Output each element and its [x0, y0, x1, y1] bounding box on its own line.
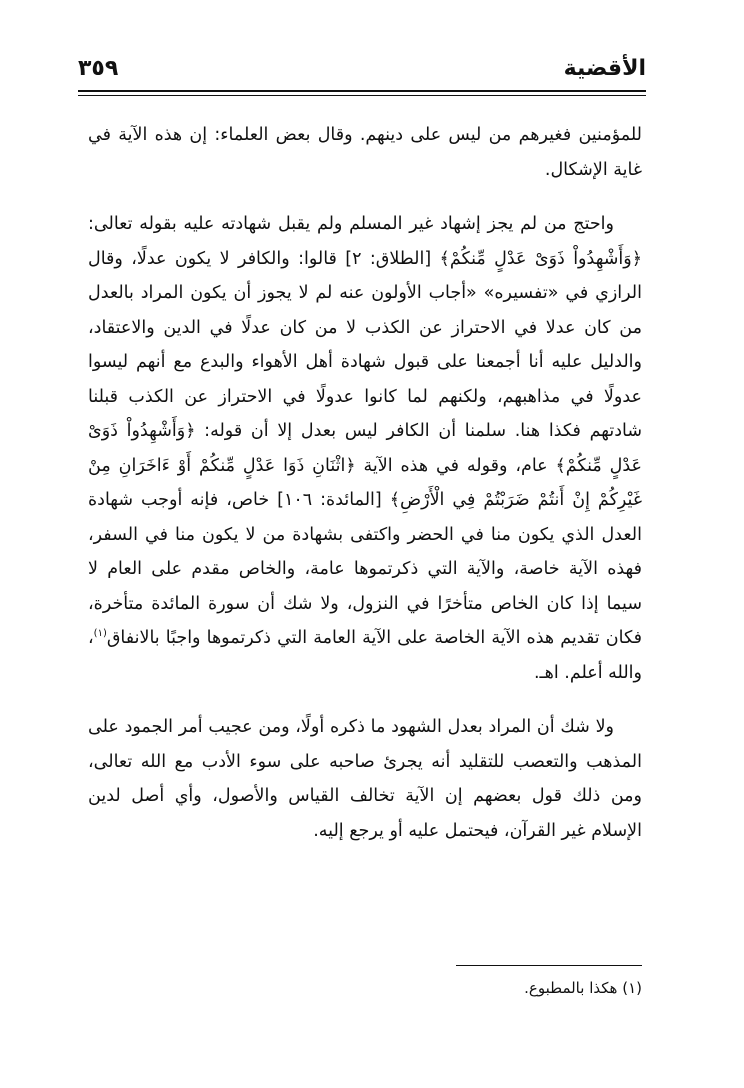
paragraph-gap	[88, 690, 642, 710]
paragraph-3: ولا شك أن المراد بعدل الشهود ما ذكره أولًا، ومن عجيب أمر الجمود على المذهب والتعصب للتقليد أنه يجرئ صاحبه على سوء الأدب مع الله تعالى، ومن ذلك قول بعضهم إن الآية تخالف القياس والأصول، وأي أصل لدين الإسلام غير القرآن، فيحتمل عليه أو يرجع إليه.	[88, 717, 642, 841]
main-text	[88, 118, 642, 848]
paragraph-2-tail: ، والله أعلم. اهـ.	[88, 628, 642, 683]
page-number: ٣٥٩	[78, 56, 119, 81]
footnote-marker: (١)	[93, 628, 107, 640]
paragraph-2-text: واحتج من لم يجز إشهاد غير المسلم ولم يقبل شهادته عليه بقوله تعالى: ﴿وَأَشْهِدُواْ ذَوَىْ عَدْلٍ مِّنكُمْ﴾ [الطلاق: ٢] قالوا: والكافر لا يكون عدلًا، وقال الرازي في «تفسيره» «أجاب الأولون عنه لم لا يجوز أن يكون المراد بالعدل من كان عدلا في الاحتراز عن الكذب لا من كان عدلًا في الدين والاعتقاد، والدليل عليه أنا أجمعنا على قبول شهادة أهل الأهواء والبدع مع أنهم ليسوا عدولًا في مذاهبهم، ولكنهم لما كانوا عدولًا في الاحتراز عن الكذب قبلنا شادتهم فكذا هنا. سلمنا أن الكافر ليس بعدل إلا أن قوله: ﴿وَأَشْهِدُواْ ذَوَىْ عَدْلٍ مِّنكُمْ﴾ عام، وقوله في هذه الآية ﴿اثْنَانِ ذَوَا عَدْلٍ مِّنكُمْ أَوْ ءَاخَرَانِ مِنْ غَيْرِكُمْ إِنْ أَنتُمْ ضَرَبْتُمْ فِي الْأَرْضِ﴾ [المائدة: ١٠٦] خاص، فإنه أوجب شهادة العدل الذي يكون منا في الحضر واكتفى بشهادة من لا يكون منا في السفر، فهذه الآية خاصة، والآية التي ذكرتموها عامة، والخاص مقدم على العام لا سيما إذا كان الخاص متأخرًا في النزول، ولا شك أن سورة المائدة متأخرة، فكان تقديم هذه الآية الخاصة على الآية العامة التي ذكرتموها واجبًا بالانفاق	[88, 214, 642, 648]
footnote-text: هكذا بالمطبوع.	[524, 979, 618, 997]
header-rule-thin	[78, 95, 646, 96]
paragraph-1: للمؤمنين فغيرهم من ليس على دينهم. وقال بعض العلماء: إن هذه الآية في غاية الإشكال.	[88, 125, 642, 180]
footnote-number: (١)	[622, 979, 642, 997]
header-rule	[78, 90, 646, 92]
running-header	[78, 54, 646, 90]
footnote	[524, 976, 642, 1000]
paragraph-2	[88, 207, 642, 690]
chapter-title: الأقضية	[563, 56, 646, 81]
footnote-rule	[456, 965, 642, 966]
paragraph-gap	[88, 187, 642, 207]
